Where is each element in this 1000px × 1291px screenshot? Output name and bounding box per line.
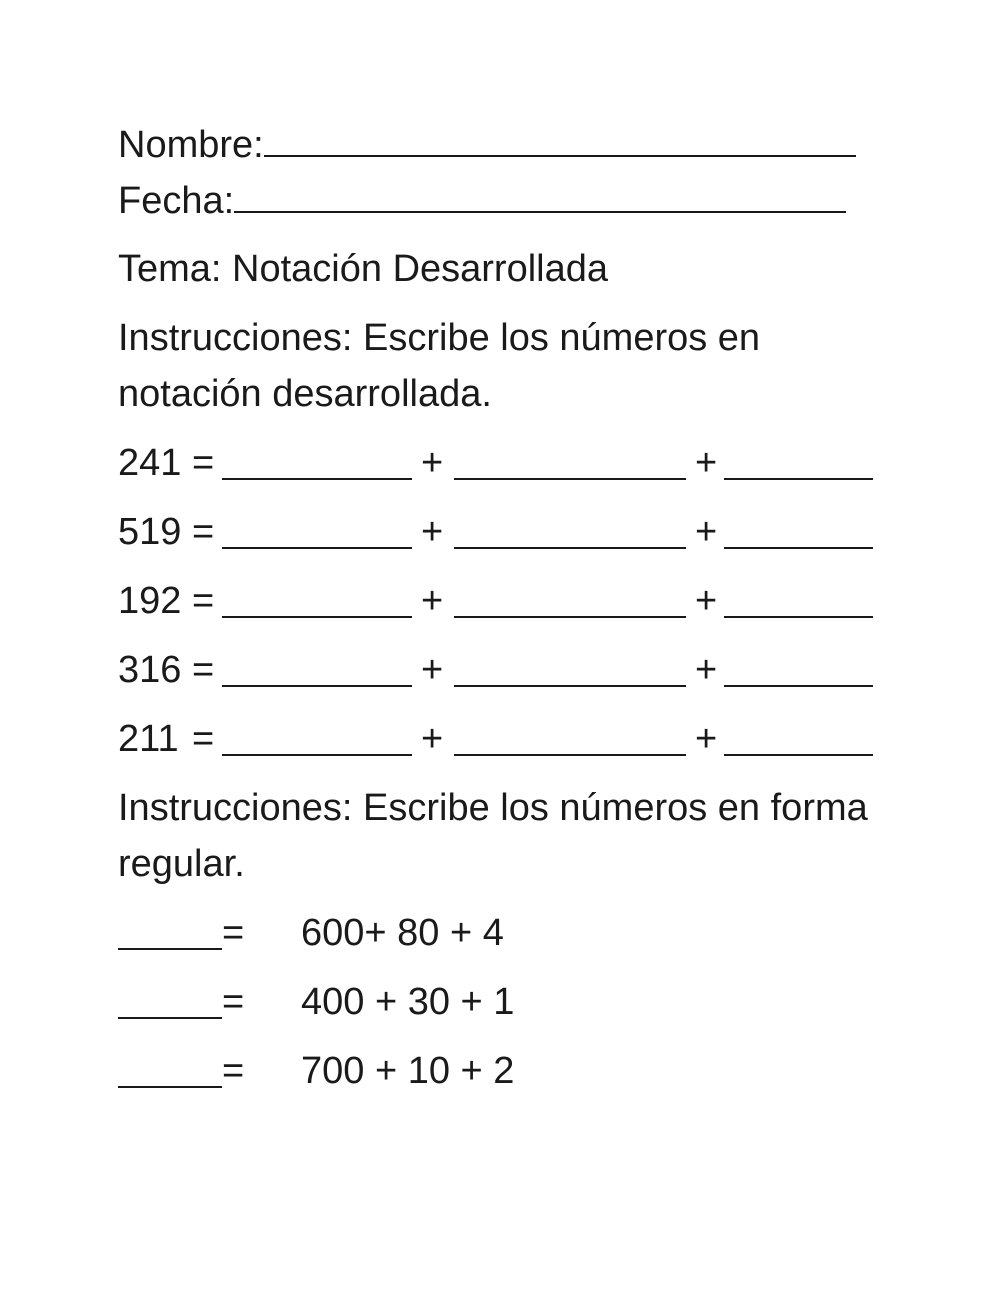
equals-sign: = (222, 912, 245, 954)
plus-sign: + (421, 511, 444, 553)
expanded-expression: 600+ 80 + 4 (301, 912, 504, 954)
plus-sign: + (695, 442, 718, 484)
expanded-row (118, 647, 878, 693)
expanded-row (118, 509, 878, 555)
equals-sign: = (192, 511, 215, 553)
date-blank[interactable] (234, 179, 846, 213)
topic-heading: Tema: Notación Desarrollada (118, 248, 609, 290)
instructions-1-line-1: Instrucciones: Escribe los números en (118, 317, 761, 359)
regular-form-row (118, 910, 618, 956)
tens-blank[interactable] (454, 446, 686, 480)
row-number: 211 (118, 718, 179, 760)
name-label: Nombre: (118, 124, 264, 166)
expanded-expression: 700 + 10 + 2 (301, 1050, 515, 1092)
hundreds-blank[interactable] (222, 584, 412, 618)
regular-form-row (118, 979, 618, 1025)
tens-blank[interactable] (454, 584, 686, 618)
instructions-2-line-2: regular. (118, 843, 245, 885)
tens-blank[interactable] (454, 722, 686, 756)
plus-sign: + (695, 511, 718, 553)
tens-blank[interactable] (454, 653, 686, 687)
plus-sign: + (695, 649, 718, 691)
equals-sign: = (192, 580, 215, 622)
ones-blank[interactable] (724, 653, 873, 687)
hundreds-blank[interactable] (222, 653, 412, 687)
expanded-row (118, 578, 878, 624)
name-field-row (118, 122, 856, 168)
plus-sign: + (421, 718, 444, 760)
instructions-2-line-1: Instrucciones: Escribe los números en forma (118, 787, 868, 829)
equals-sign: = (222, 1050, 245, 1092)
plus-sign: + (421, 649, 444, 691)
row-number: 241 (118, 442, 182, 484)
expanded-row (118, 716, 878, 762)
equals-sign: = (192, 649, 215, 691)
plus-sign: + (421, 580, 444, 622)
equals-sign: = (192, 718, 215, 760)
answer-blank[interactable] (118, 916, 222, 950)
row-number: 192 (118, 580, 182, 622)
row-number: 519 (118, 511, 182, 553)
hundreds-blank[interactable] (222, 722, 412, 756)
instructions-1-line-2: notación desarrollada. (118, 373, 492, 415)
date-field-row (118, 178, 846, 224)
plus-sign: + (695, 718, 718, 760)
equals-sign: = (222, 981, 245, 1023)
ones-blank[interactable] (724, 515, 873, 549)
expanded-row (118, 440, 878, 486)
expanded-expression: 400 + 30 + 1 (301, 981, 515, 1023)
name-blank[interactable] (264, 123, 856, 157)
tens-blank[interactable] (454, 515, 686, 549)
answer-blank[interactable] (118, 985, 222, 1019)
plus-sign: + (421, 442, 444, 484)
plus-sign: + (695, 580, 718, 622)
regular-form-row (118, 1048, 618, 1094)
ones-blank[interactable] (724, 446, 873, 480)
ones-blank[interactable] (724, 584, 873, 618)
date-label: Fecha: (118, 180, 235, 222)
equals-sign: = (192, 442, 215, 484)
row-number: 316 (118, 649, 182, 691)
answer-blank[interactable] (118, 1054, 222, 1088)
ones-blank[interactable] (724, 722, 873, 756)
hundreds-blank[interactable] (222, 446, 412, 480)
hundreds-blank[interactable] (222, 515, 412, 549)
